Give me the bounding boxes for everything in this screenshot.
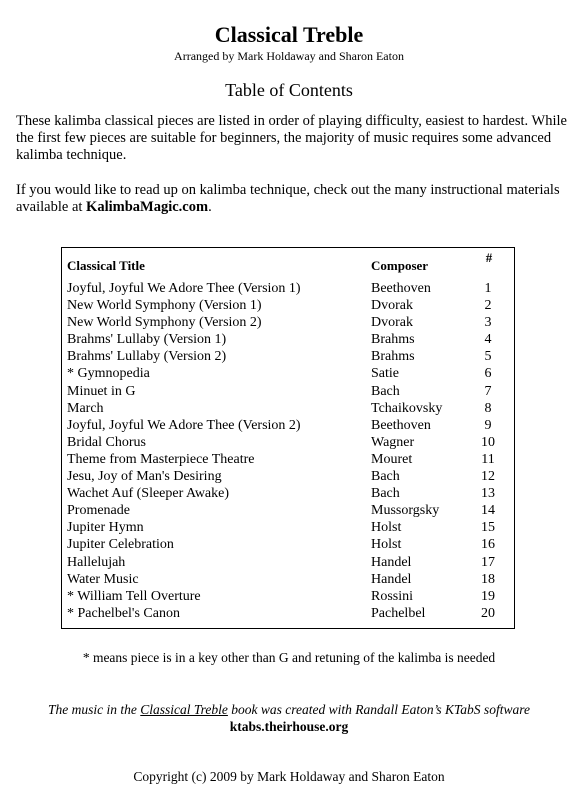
- toc-row: [62, 519, 514, 536]
- row-title: Theme from Masterpiece Theatre: [67, 451, 255, 467]
- toc-row: [62, 434, 514, 451]
- retuning-note: * means piece is in a key other than G and retuning of the kalimba is needed: [82, 650, 496, 665]
- technique-paragraph-text: If you would like to read up on kalimba technique, check out the many instructional materials available at: [16, 182, 560, 215]
- toc-row: [62, 331, 514, 348]
- row-title: Water Music: [67, 571, 139, 587]
- row-composer: Beethoven: [371, 281, 431, 296]
- row-composer: Holst: [371, 537, 402, 553]
- row-title: Hallelujah: [67, 554, 126, 570]
- row-composer: Tchaikovsky: [371, 400, 443, 416]
- ktabs-site-link[interactable]: ktabs.theirhouse.org: [229, 719, 349, 734]
- row-composer: Handel: [371, 571, 412, 587]
- row-number: 2: [484, 298, 492, 314]
- row-composer: Mussorgsky: [371, 503, 440, 519]
- row-number: 17: [481, 554, 495, 570]
- toc-rows: [62, 280, 514, 622]
- intro-paragraph: These kalimba classical pieces are listed in order of playing difficulty, easiest to hardest. While the first few pieces are suitable for beginners, the majority of music requires some advanced kalimba technique.: [16, 113, 567, 163]
- toc-row: [62, 314, 514, 331]
- row-title: Jesu, Joy of Man's Desiring: [67, 469, 222, 485]
- toc-row: [62, 485, 514, 502]
- row-number: 19: [481, 588, 495, 604]
- header-number: #: [485, 250, 493, 265]
- row-number: 13: [481, 486, 495, 502]
- row-number: 4: [484, 332, 492, 348]
- toc-row: [62, 348, 514, 365]
- toc-table: [61, 247, 515, 629]
- header-classical-title: Classical Title: [67, 258, 145, 273]
- row-number: 9: [484, 417, 492, 433]
- row-title: Brahms' Lullaby (Version 2): [67, 349, 227, 365]
- toc-row: [62, 502, 514, 519]
- row-title: Jupiter Celebration: [67, 537, 174, 553]
- row-composer: Bach: [371, 383, 400, 399]
- row-title: Minuet in G: [67, 383, 136, 399]
- toc-row: [62, 605, 514, 622]
- row-title: * Gymnopedia: [67, 366, 150, 382]
- kalimba-magic-link[interactable]: KalimbaMagic.com: [86, 199, 209, 215]
- row-title: Promenade: [67, 503, 130, 519]
- credit-after: book was created with Randall Eaton’s KTabS software: [227, 702, 530, 717]
- row-number: 16: [481, 537, 495, 553]
- row-title: * William Tell Overture: [67, 588, 201, 604]
- row-composer: Bach: [371, 469, 400, 485]
- toc-row: [62, 297, 514, 314]
- toc-row: [62, 365, 514, 382]
- row-number: 8: [484, 400, 492, 416]
- row-composer: Pachelbel: [371, 605, 426, 621]
- row-number: 5: [484, 349, 492, 365]
- toc-row: [62, 400, 514, 417]
- toc-row: [62, 383, 514, 400]
- row-number: 10: [481, 434, 495, 450]
- toc-row: [62, 536, 514, 553]
- row-number: 18: [481, 571, 495, 587]
- row-composer: Brahms: [371, 349, 415, 365]
- software-credit: [0, 701, 578, 718]
- toc-row: [62, 588, 514, 605]
- row-title: March: [67, 400, 104, 416]
- technique-paragraph: [16, 182, 568, 216]
- toc-row: [62, 280, 514, 297]
- row-composer: Mouret: [371, 451, 413, 467]
- toc-heading: Table of Contents: [225, 80, 353, 100]
- row-number: 11: [481, 451, 495, 467]
- row-title: New World Symphony (Version 2): [67, 315, 262, 331]
- row-title: Joyful, Joyful We Adore Thee (Version 1): [67, 281, 301, 296]
- row-title: * Pachelbel's Canon: [67, 605, 180, 621]
- row-number: 14: [481, 503, 495, 519]
- row-number: 12: [481, 469, 495, 485]
- row-composer: Rossini: [371, 588, 414, 604]
- credit-before: The music in the: [48, 702, 141, 717]
- copyright-line: Copyright (c) 2009 by Mark Holdaway and Sharon Eaton: [133, 769, 445, 784]
- row-number: 20: [481, 605, 495, 621]
- row-number: 15: [481, 520, 495, 536]
- row-title: Jupiter Hymn: [67, 520, 144, 536]
- toc-row: [62, 451, 514, 468]
- row-composer: Bach: [371, 486, 400, 502]
- row-number: 3: [484, 315, 492, 331]
- row-composer: Brahms: [371, 332, 415, 348]
- row-composer: Dvorak: [371, 315, 413, 331]
- row-composer: Holst: [371, 520, 402, 536]
- technique-paragraph-end: .: [208, 199, 212, 215]
- toc-row: [62, 417, 514, 434]
- row-title: Joyful, Joyful We Adore Thee (Version 2): [67, 417, 301, 433]
- toc-row: [62, 571, 514, 588]
- row-composer: Handel: [371, 554, 412, 570]
- toc-row: [62, 468, 514, 485]
- arranged-by-line: Arranged by Mark Holdaway and Sharon Eaton: [174, 49, 404, 63]
- row-number: 7: [484, 383, 492, 399]
- row-title: Bridal Chorus: [67, 434, 146, 450]
- page-title: Classical Treble: [214, 22, 364, 47]
- row-number: 1: [484, 281, 492, 296]
- row-composer: Wagner: [371, 434, 415, 450]
- row-composer: Beethoven: [371, 417, 431, 433]
- toc-row: [62, 554, 514, 571]
- row-title: New World Symphony (Version 1): [67, 298, 262, 314]
- row-composer: Satie: [371, 366, 399, 382]
- row-title: Brahms' Lullaby (Version 1): [67, 332, 227, 348]
- header-composer: Composer: [371, 258, 429, 273]
- row-number: 6: [484, 366, 492, 382]
- row-title: Wachet Auf (Sleeper Awake): [67, 486, 230, 502]
- row-composer: Dvorak: [371, 298, 413, 314]
- credit-book-title: Classical Treble: [140, 702, 228, 717]
